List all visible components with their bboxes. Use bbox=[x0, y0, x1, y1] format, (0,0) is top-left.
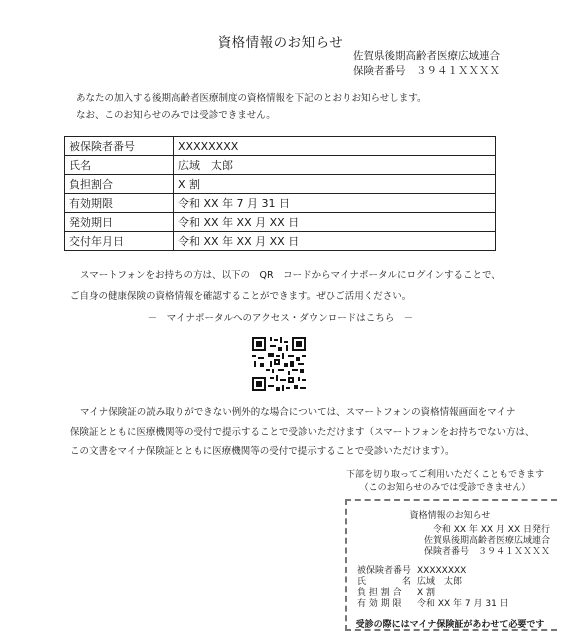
slip-row bbox=[357, 599, 509, 610]
slip-row-label: 氏 名 bbox=[357, 577, 412, 587]
row-value: X 割 bbox=[174, 175, 496, 194]
slip-row-label: 被保険者番号 bbox=[357, 566, 412, 576]
slip-issuer-name: 佐賀県後期高齢者医療広域連合 bbox=[423, 536, 550, 546]
page-title: 資格情報のお知らせ bbox=[217, 35, 344, 51]
card-note-line-2: 保険証とともに医療機関等の受付で提示することで受診いただけます（スマートフォンをお持ちでない方は、 bbox=[70, 427, 535, 438]
row-value: 令和 XX 年 7 月 31 日 bbox=[174, 194, 496, 213]
row-label: 有効期限 bbox=[65, 194, 174, 213]
issuer-name: 佐賀県後期高齢者医療広域連合 bbox=[353, 50, 500, 62]
table-row bbox=[65, 232, 496, 251]
table-row bbox=[65, 137, 496, 156]
table-row bbox=[65, 156, 496, 175]
slip-row-label: 有 効 期 限 bbox=[357, 599, 402, 609]
row-value: XXXXXXXX bbox=[174, 137, 496, 156]
qualification-table bbox=[64, 136, 496, 251]
card-note-line-1: マイナ保険証の読み取りができない例外的な場合については、スマートフォンの資格情報画面をマイナ bbox=[80, 407, 516, 418]
intro-line-1: あなたの加入する後期高齢者医療制度の資格情報を下記のとおりお知らせします。 bbox=[76, 93, 427, 104]
slip-row-value: 令和 XX 年 7 月 31 日 bbox=[417, 599, 509, 609]
slip-row-value: 広域 太郎 bbox=[417, 577, 463, 587]
slip-row bbox=[357, 588, 435, 599]
row-label: 交付年月日 bbox=[65, 232, 174, 251]
intro-line-2: なお、このお知らせのみでは受診できません。 bbox=[76, 110, 276, 121]
slip-row-value: XXXXXXXX bbox=[417, 566, 467, 576]
slip-row-value: X 割 bbox=[417, 588, 436, 598]
slip-footer: 受診の際にはマイナ保険証があわせて必要です bbox=[355, 620, 545, 630]
row-value: 広域 太郎 bbox=[174, 156, 496, 175]
row-value: 令和 XX 年 XX 月 XX 日 bbox=[174, 232, 496, 251]
smartphone-line-2: ご自身の健康保険の資格情報を確認することができます。ぜひご活用ください。 bbox=[70, 291, 412, 302]
insurer-number: 保険者番号 ３９４１ＸＸＸＸ bbox=[353, 65, 500, 77]
row-label: 氏名 bbox=[65, 156, 174, 175]
row-label: 被保険者番号 bbox=[65, 137, 174, 156]
smartphone-line-1: スマートフォンをお持ちの方は、以下の QR コードからマイナポータルにログインすることで、 bbox=[80, 270, 501, 281]
row-label: 発効期日 bbox=[65, 213, 174, 232]
slip-issue-date: 令和 XX 年 XX 月 XX 日発行 bbox=[432, 525, 550, 535]
table-row bbox=[65, 194, 496, 213]
slip-row-label: 負 担 割 合 bbox=[357, 588, 402, 598]
slip-row bbox=[357, 566, 466, 577]
card-note-line-3: この文書をマイナ保険証とともに医療機関等の受付で提示することで受診いただけます）。 bbox=[70, 446, 455, 457]
mynaportal-link[interactable]: － マイナポータルへのアクセス・ダウンロードはこちら － bbox=[147, 313, 414, 324]
slip-insurer-number: 保険者番号 ３９４１ＸＸＸＸ bbox=[423, 547, 550, 557]
cut-note-line-1: 下部を切り取ってご利用いただくこともできます bbox=[345, 470, 544, 480]
slip-row bbox=[357, 577, 462, 588]
slip-title: 資格情報のお知らせ bbox=[409, 511, 491, 521]
qr-code-icon[interactable] bbox=[252, 337, 306, 391]
row-value: 令和 XX 年 XX 月 XX 日 bbox=[174, 213, 496, 232]
table-row bbox=[65, 175, 496, 194]
table-row bbox=[65, 213, 496, 232]
cut-note-line-2: （このお知らせのみでは受診できません） bbox=[359, 483, 531, 493]
row-label: 負担割合 bbox=[65, 175, 174, 194]
